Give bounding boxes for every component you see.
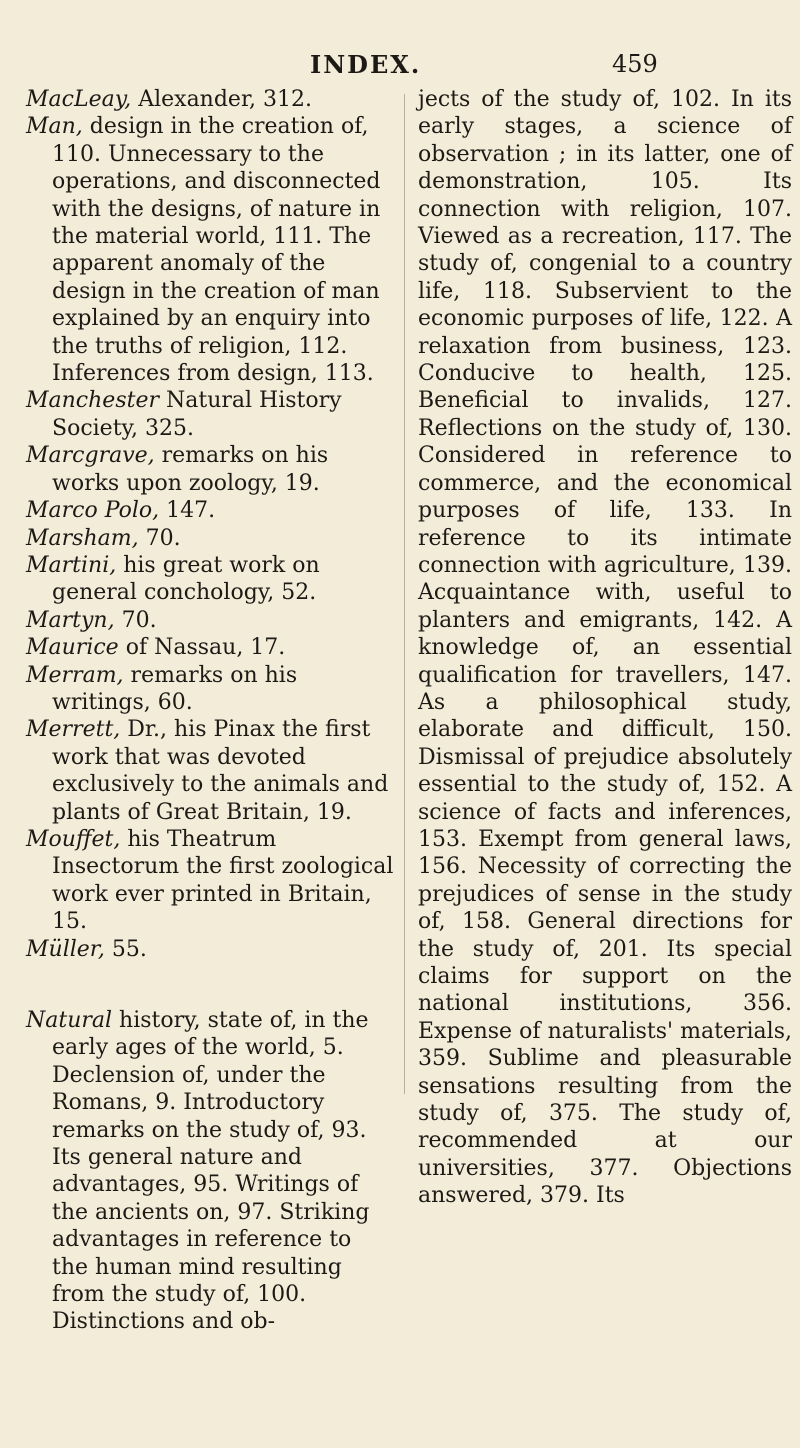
index-entry bbox=[26, 113, 394, 387]
entry-text: remarks on his works upon zoology, 19. bbox=[52, 443, 329, 496]
index-entry-natural-history bbox=[26, 1007, 394, 1336]
entry-text: his great work on general conchology, 52. bbox=[52, 552, 320, 606]
entry-head: Manchester bbox=[26, 388, 159, 414]
index-entry bbox=[26, 525, 394, 552]
entry-head: Man, bbox=[26, 114, 83, 140]
index-entry bbox=[26, 936, 394, 963]
index-entry bbox=[26, 716, 394, 826]
page-number: 459 bbox=[612, 50, 658, 78]
entry-head: Natural bbox=[26, 1008, 113, 1033]
entry-text: 55. bbox=[104, 936, 147, 962]
entry-head: Marco Polo, bbox=[26, 498, 160, 524]
index-entry bbox=[26, 826, 394, 936]
entry-text: 70. bbox=[114, 607, 157, 633]
page-header bbox=[0, 44, 800, 84]
index-entry bbox=[26, 442, 394, 497]
entry-head: Marsham, bbox=[26, 525, 139, 551]
entry-head: Maurice bbox=[26, 635, 119, 661]
entry-head: Mouffet, bbox=[26, 826, 121, 852]
index-entry bbox=[26, 552, 394, 607]
entry-text: remarks on his writings, 60. bbox=[52, 662, 298, 715]
entry-text: history, state of, in the early ages of the world, 5. Declension of, under the Romans, 9. Introductory remarks on the study of, 93. Its general nature and advantages, 95. Writings of the ancients on, 97. Striking advantages in reference to the human mind resulting from the study of, 100. Distinctions and ob- bbox=[52, 1008, 370, 1335]
index-entry bbox=[26, 662, 394, 717]
entry-gap bbox=[26, 963, 394, 1007]
index-entry bbox=[26, 607, 394, 634]
entry-head: MacLeay, bbox=[26, 87, 132, 112]
index-entry bbox=[26, 634, 394, 661]
entry-head: Martini, bbox=[26, 552, 117, 578]
left-column bbox=[26, 86, 394, 1336]
entry-text: Natural History Society, 325. bbox=[52, 388, 342, 441]
right-column bbox=[418, 86, 792, 1210]
entry-text: Dr., his Pinax the first work that was devoted exclusively to the animals and plants of Great Britain, 19. bbox=[52, 717, 389, 825]
entry-text: 147. bbox=[159, 498, 216, 524]
entry-head: Müller, bbox=[26, 936, 105, 962]
entry-head: Merram, bbox=[26, 662, 124, 688]
entry-text: Alexander, 312. bbox=[131, 87, 313, 112]
entry-text: design in the creation of, 110. Unnecessary to the operations, and disconnected with the designs, of nature in the material world, 111. The apparent anomaly of the design in the creation of man explained by an enquiry into the truths of religion, 112. Inferences from design, 113. bbox=[52, 114, 381, 387]
index-entry bbox=[26, 497, 394, 524]
continuation-text: jects of the study of, 102. In its early stages, a science of observation ; in its latter, one of demonstration, 105. Its connection with religion, 107. Viewed as a recreation, 117. The study of, congenial to a country life, 118. Subservient to the economic purposes of life, 122. A relaxation from business, 123. Conducive to health, 125. Beneficial to invalids, 127. Reflections on the study of, 130. Considered in reference to commerce, and the economical purposes of life, 133. In reference to its intimate connection with agriculture, 139. Acquaintance with, useful to planters and emigrants, 142. A knowledge of, an essential qualification for travellers, 147. As a philosophical study, elaborate and difficult, 150. Dismissal of prejudice absolutely essential to the study of, 152. A science of facts and inferences, 153. Exempt from general laws, 156. Necessity of correcting the prejudices of sense in the study of, 158. General directions for the study of, 201. Its special claims for support on the national institutions, 356. Expense of naturalists' materials, 359. Sublime and pleasurable sensations resulting from the study of, 375. The study of, recommended at our universities, 377. Objections answered, 379. Its bbox=[418, 87, 792, 1209]
index-entry bbox=[26, 86, 394, 113]
index-entry bbox=[26, 387, 394, 442]
entry-head: Marcgrave, bbox=[26, 443, 155, 469]
column-divider bbox=[404, 94, 405, 1094]
entry-text: of Nassau, 17. bbox=[118, 635, 286, 661]
running-head: INDEX. bbox=[310, 50, 422, 79]
entry-head: Merrett, bbox=[26, 717, 121, 743]
entry-text: 70. bbox=[138, 525, 181, 551]
entry-head: Martyn, bbox=[26, 607, 115, 633]
entry-text: his Theatrum Insectorum the first zoological work ever printed in Britain, 15. bbox=[52, 826, 394, 935]
